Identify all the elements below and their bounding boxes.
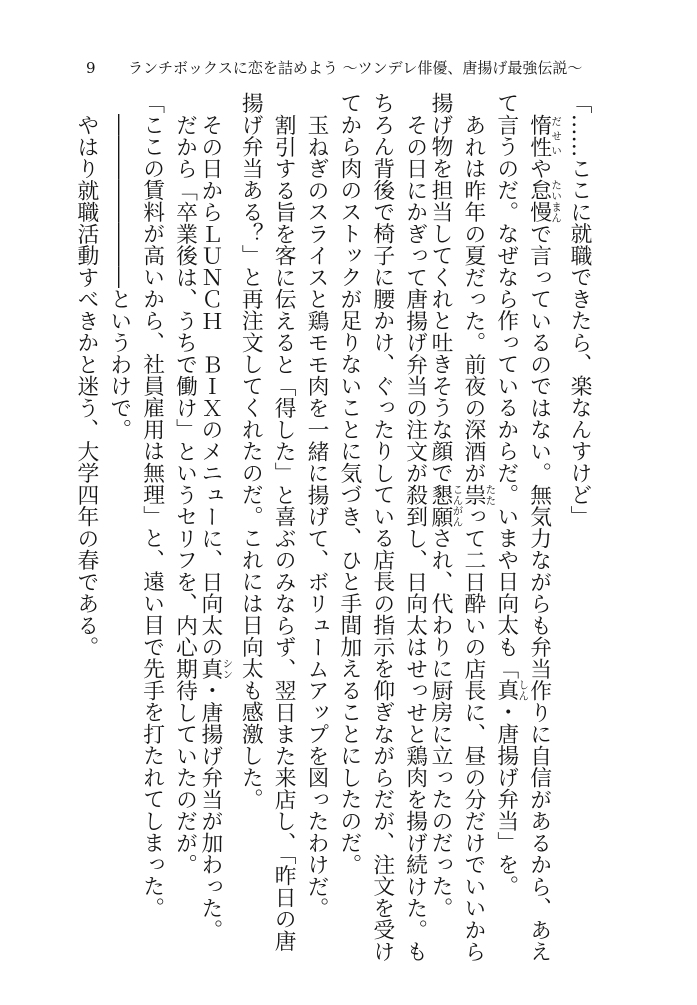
text-line-16: やはり就職活動すべきかと迷う、大学四年の春である。 [73,113,99,658]
ruby-word [197,657,234,680]
vertical-text-body [69,92,595,964]
ruby-base: 惰性 [526,113,552,158]
text-segment: ・唐揚げ弁当が加わった。 [197,679,223,941]
text-line-14: 「ここの賃料が高いから、社員雇用は無理」と、遠い目で先手を打たれてしまった。 [139,92,165,919]
ruby-word [526,179,563,223]
text-segment: や [526,157,552,179]
ruby-reading: しん [517,679,530,701]
text-line-6: その日にかぎって唐揚げ弁当の注文が殺到し、日向太はせっせと鶏肉を揚げ続けた。も [402,113,428,962]
ruby-base: 真 [493,679,519,701]
text-segment: あれは昨年の夏だった。前夜の深酒が [460,113,486,484]
text-line-15: ――――――――というわけで。 [106,113,132,440]
text-segment: ・唐揚げ弁当」を。 [493,701,519,897]
ruby-base: 祟 [460,483,486,506]
text-segment: で言っているのではない。無気力ながらも弁当作りに自信があるから、あえ [526,222,552,962]
ruby-reading: たた [484,483,497,506]
ruby-reading: シン [221,657,234,680]
ruby-base: 真 [197,657,223,680]
text-line-2 [526,92,563,964]
ruby-word [428,483,464,528]
ruby-reading: だせい [550,113,563,158]
page-number: 9 [86,59,96,77]
text-line-9: 玉ねぎのスライスと鶏モモ肉を一緒に揚げて、ボリュームアップを図ったわけだ。 [304,113,329,919]
ruby-word [493,679,530,701]
ruby-word [460,483,497,506]
text-segment: て言うのだ。なぜなら作っているからだ。いまや日向太も「 [493,92,519,680]
text-line-10: 割引する旨を客に伝えると「得した」と喜ぶのみならず、翌日また来店し、「昨日の唐 [271,113,297,952]
ruby-base: 怠慢 [526,179,552,223]
text-line-13: だから「卒業後は、うちで働け」というセリフを、内心期待していたのだが。 [172,113,198,875]
text-line-11: 揚げ弁当ある？」と再注文してくれたのだ。これには日向太も感激した。 [238,92,264,810]
running-title: ランチボックスに恋を詰めよう ～ツンデレ俳優、唐揚げ最強伝説～ [128,59,583,77]
text-segment: され、代わりに厨房に立ったのだった。 [428,527,453,919]
text-segment: って二日酔いの店長に、昼の分だけでいいから [460,505,486,962]
text-line-12 [197,92,234,964]
ruby-reading: たいまん [550,179,563,223]
text-line-1: 「……ここに就職できたら、楽なんすけど」 [567,92,592,527]
ruby-reading: こんがん [451,483,464,527]
text-segment: その日からＬＵＮＣＨ ＢＩＸのメニューに、日向太の [197,113,223,658]
text-segment: 揚げ物を担当してくれと吐きそうな顔で [428,92,453,484]
text-line-8: てから肉のストックが足りないことに気づき、ひと手間加えることにしたのだ。 [336,92,362,875]
ruby-base: 懇願 [428,483,453,527]
ruby-word [526,113,563,158]
text-line-7: ちろん背後で椅子に腰かけ、ぐったりしている店長の指示を仰ぎながらだが、注文を受け [369,92,395,962]
